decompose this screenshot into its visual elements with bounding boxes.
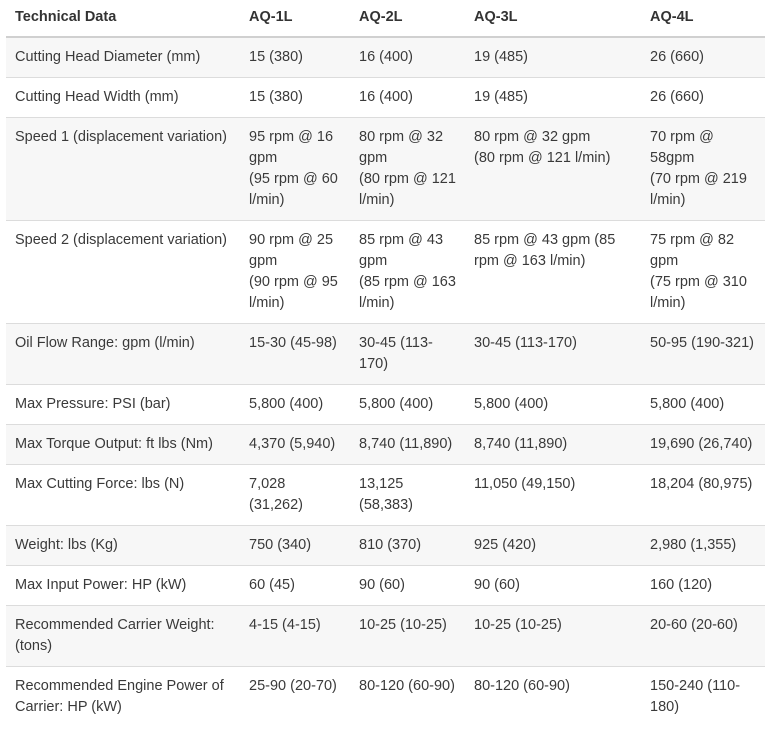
header-aq-4l: AQ-4L (650, 9, 694, 25)
table-cell: 15 (380) (240, 37, 350, 78)
table-cell: 5,800 (400) (465, 385, 641, 425)
table-cell: 90 rpm @ 25 gpm (90 rpm @ 95 l/min) (240, 221, 350, 324)
table-cell: 85 rpm @ 43 gpm (85 rpm @ 163 l/min) (350, 221, 465, 324)
table-cell: 30-45 (113-170) (350, 324, 465, 385)
table-cell: 95 rpm @ 16 gpm (95 rpm @ 60 l/min) (240, 118, 350, 221)
table-cell: 750 (340) (240, 526, 350, 566)
table-cell: 26 (660) (641, 37, 765, 78)
table-cell: 60 (45) (240, 566, 350, 606)
row-label: Speed 2 (displacement variation) (6, 221, 240, 324)
table-cell: 13,125 (58,383) (350, 465, 465, 526)
table-cell: 5,800 (400) (350, 385, 465, 425)
table-cell: 80 rpm @ 32 gpm (80 rpm @ 121 l/min) (465, 118, 641, 221)
header-aq-3l: AQ-3L (474, 9, 518, 25)
table-cell: 90 (60) (465, 566, 641, 606)
table-cell: 5,800 (400) (240, 385, 350, 425)
table-row (6, 526, 765, 566)
table-row (6, 78, 765, 118)
table-cell: 19,690 (26,740) (641, 425, 765, 465)
table-cell: 7,028 (31,262) (240, 465, 350, 526)
table-row (6, 118, 765, 221)
table-cell: 150-240 (110-180) (641, 667, 765, 728)
row-label: Oil Flow Range: gpm (l/min) (6, 324, 240, 385)
table-cell: 80-120 (60-90) (350, 667, 465, 728)
row-label: Recommended Carrier Weight: (tons) (6, 606, 240, 667)
header-aq-2l: AQ-2L (359, 9, 403, 25)
table-cell: 30-45 (113-170) (465, 324, 641, 385)
table-cell: 4,370 (5,940) (240, 425, 350, 465)
table-cell: 8,740 (11,890) (350, 425, 465, 465)
table-cell: 10-25 (10-25) (350, 606, 465, 667)
table-cell: 80-120 (60-90) (465, 667, 641, 728)
table-cell: 925 (420) (465, 526, 641, 566)
table-cell: 19 (485) (465, 78, 641, 118)
table-cell: 4-15 (4-15) (240, 606, 350, 667)
row-label: Max Torque Output: ft lbs (Nm) (6, 425, 240, 465)
table-row (6, 465, 765, 526)
row-label: Max Input Power: HP (kW) (6, 566, 240, 606)
table-row (6, 324, 765, 385)
table-cell: 15-30 (45-98) (240, 324, 350, 385)
table-cell: 70 rpm @ 58gpm (70 rpm @ 219 l/min) (641, 118, 765, 221)
header-aq-1l: AQ-1L (249, 9, 293, 25)
table-cell: 90 (60) (350, 566, 465, 606)
row-label: Max Pressure: PSI (bar) (6, 385, 240, 425)
table-row (6, 221, 765, 324)
table-body (6, 37, 765, 727)
table-cell: 19 (485) (465, 37, 641, 78)
table-cell: 16 (400) (350, 78, 465, 118)
header-row (6, 0, 765, 37)
table-cell: 85 rpm @ 43 gpm (85 rpm @ 163 l/min) (465, 221, 641, 324)
table-cell: 15 (380) (240, 78, 350, 118)
table-cell: 25-90 (20-70) (240, 667, 350, 728)
table-cell: 810 (370) (350, 526, 465, 566)
table-cell: 8,740 (11,890) (465, 425, 641, 465)
table-cell: 26 (660) (641, 78, 765, 118)
table-row (6, 425, 765, 465)
table-cell: 18,204 (80,975) (641, 465, 765, 526)
table-row (6, 667, 765, 728)
table-cell: 16 (400) (350, 37, 465, 78)
row-label: Max Cutting Force: lbs (N) (6, 465, 240, 526)
table-cell: 10-25 (10-25) (465, 606, 641, 667)
table-cell: 5,800 (400) (641, 385, 765, 425)
table-row (6, 606, 765, 667)
table-cell: 80 rpm @ 32 gpm (80 rpm @ 121 l/min) (350, 118, 465, 221)
table-cell: 2,980 (1,355) (641, 526, 765, 566)
table-cell: 11,050 (49,150) (465, 465, 641, 526)
table-cell: 50-95 (190-321) (641, 324, 765, 385)
technical-data-table (6, 0, 765, 727)
table-row (6, 566, 765, 606)
table-row (6, 385, 765, 425)
row-label: Speed 1 (displacement variation) (6, 118, 240, 221)
header-technical-data: Technical Data (15, 9, 117, 25)
row-label: Recommended Engine Power of Carrier: HP (kW) (6, 667, 240, 728)
table-cell: 75 rpm @ 82 gpm (75 rpm @ 310 l/min) (641, 221, 765, 324)
row-label: Weight: lbs (Kg) (6, 526, 240, 566)
table-cell: 160 (120) (641, 566, 765, 606)
table-row (6, 37, 765, 78)
table-cell: 20-60 (20-60) (641, 606, 765, 667)
row-label: Cutting Head Diameter (mm) (6, 37, 240, 78)
row-label: Cutting Head Width (mm) (6, 78, 240, 118)
